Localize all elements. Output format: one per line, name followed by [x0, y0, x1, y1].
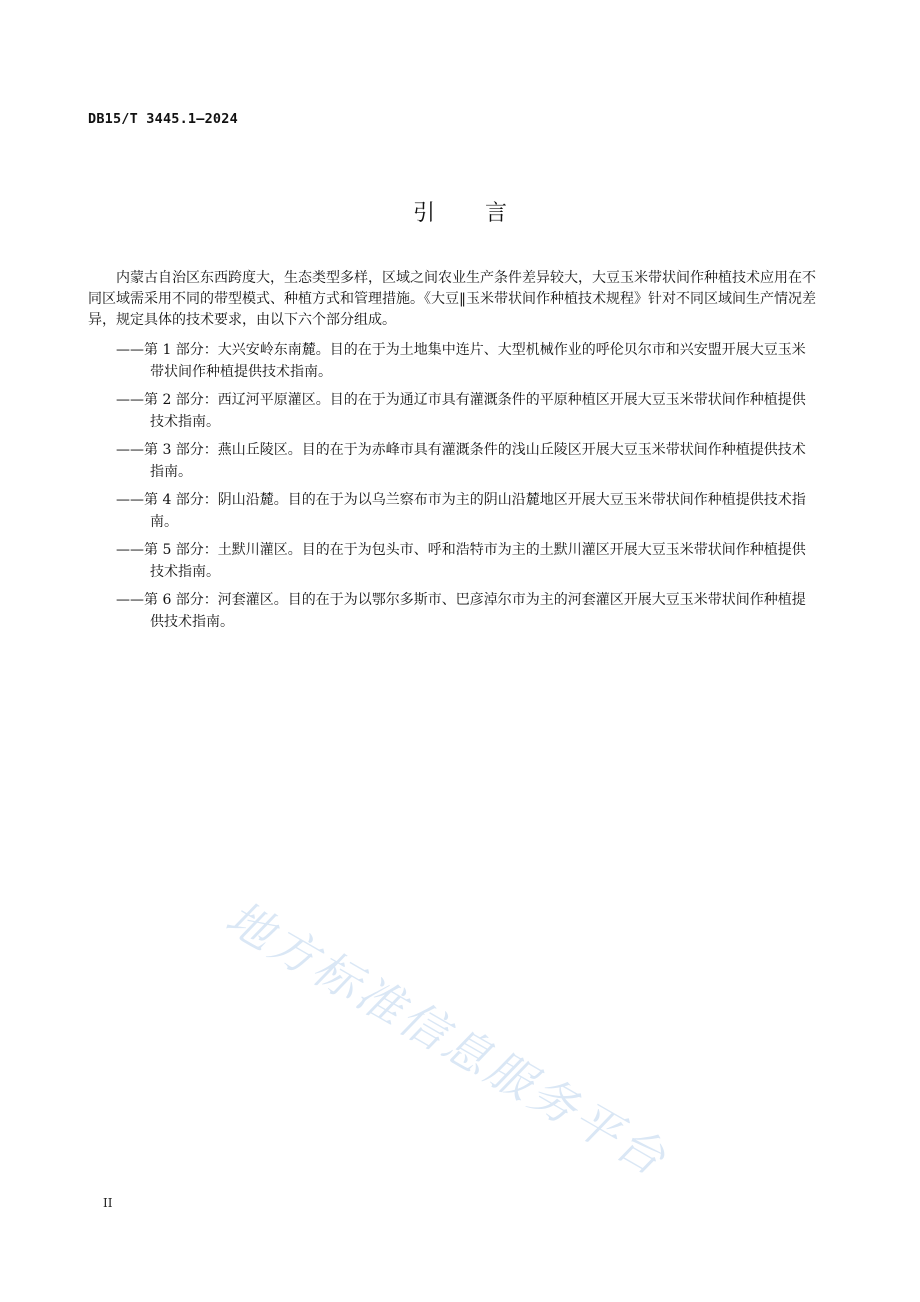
watermark: 地方标准信息服务平台	[217, 890, 678, 1187]
part-item: ——第 5 部分：土默川灌区。目的在于为包头市、呼和浩特市为主的土默川灌区开展大豆玉米带状间作种植提供技术指南。	[116, 542, 806, 580]
part-item: ——第 4 部分：阴山沿麓。目的在于为以乌兰察布市为主的阴山沿麓地区开展大豆玉米带状间作种植提供技术指南。	[116, 492, 806, 530]
parts-list	[88, 339, 816, 639]
part-item: ——第 6 部分：河套灌区。目的在于为以鄂尔多斯市、巴彦淖尔市为主的河套灌区开展大豆玉米带状间作种植提供技术指南。	[116, 592, 806, 630]
part-item: ——第 2 部分：西辽河平原灌区。目的在于为通辽市具有灌溉条件的平原种植区开展大豆玉米带状间作种植提供技术指南。	[116, 392, 806, 430]
document-number: DB15/T 3445.1—2024	[88, 111, 238, 127]
part-item: ——第 1 部分：大兴安岭东南麓。目的在于为土地集中连片、大型机械作业的呼伦贝尔市和兴安盟开展大豆玉米带状间作种植提供技术指南。	[116, 342, 806, 380]
part-item: ——第 3 部分：燕山丘陵区。目的在于为赤峰市具有灌溉条件的浅山丘陵区开展大豆玉米带状间作种植提供技术指南。	[116, 442, 806, 480]
section-title: 引言	[412, 201, 557, 226]
intro-paragraph: 内蒙古自治区东西跨度大，生态类型多样，区域之间农业生产条件差异较大，大豆玉米带状间作种植技术应用在不同区域需采用不同的带型模式、种植方式和管理措施。《大豆‖玉米带状间作种植技术规程》针对不同区域间生产情况差异，规定具体的技术要求，由以下六个部分组成。	[88, 270, 816, 328]
page-number: II	[103, 1196, 113, 1210]
